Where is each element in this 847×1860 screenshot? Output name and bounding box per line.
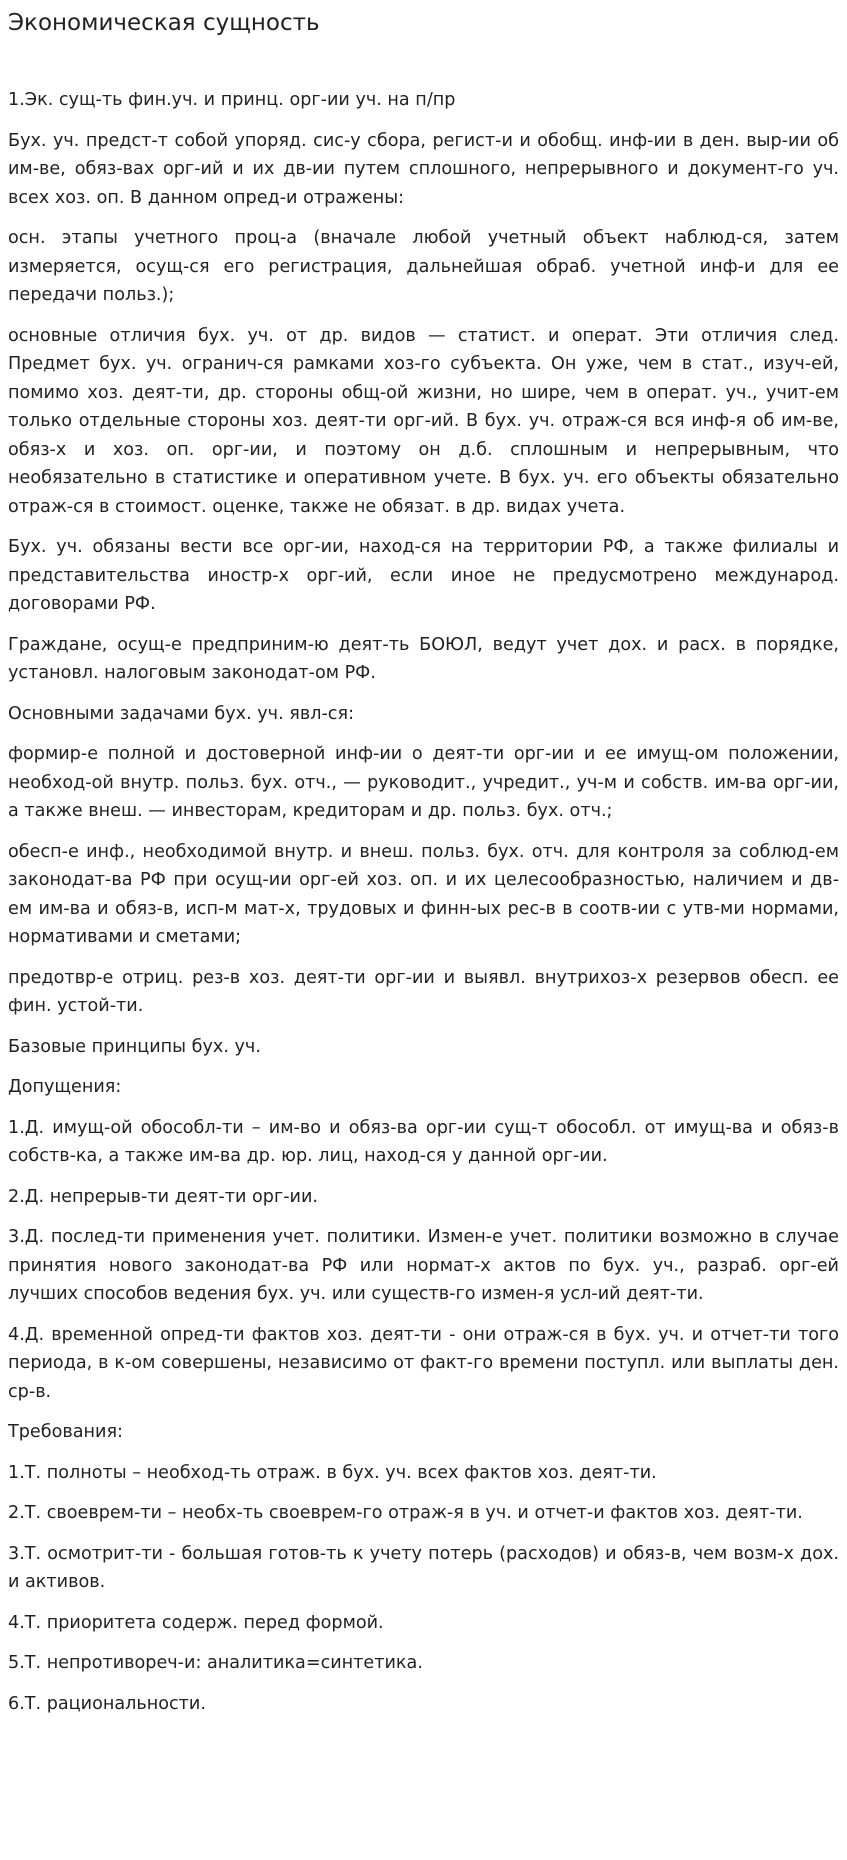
paragraph: предотвр-е отриц. рез-в хоз. деят-ти орг-ии и выявл. внутрихоз-х резервов обесп. ее фин. устой-ти. [8,967,839,1016]
paragraph: 6.Т. рациональности. [8,1693,206,1714]
paragraph: 2.Д. непрерыв-ти деят-ти орг-ии. [8,1186,319,1207]
paragraph: осн. этапы учетного проц-а (вначале любой учетный объект наблюд-ся, затем измеряется, осущ-ся его регистрация, дальнейшая обраб. учетной инф-и для ее передачи польз.); [8,228,839,305]
paragraph: 1.Д. имущ-ой обособл-ти – им-во и обяз-ва орг-ии сущ-т обособл. от имущ-ва и обяз-в собств-ка, а также им-ва др. юр. лиц, наход-ся у данной орг-ии. [8,1117,839,1166]
paragraph: Базовые принципы бух. уч. [8,1036,261,1057]
page-title: Экономическая сущность [8,10,320,36]
paragraph: 1.Т. полноты – необход-ть отраж. в бух. уч. всех фактов хоз. деят-ти. [8,1462,657,1483]
paragraph: Требования: [8,1422,123,1442]
paragraph: 3.Д. послед-ти применения учет. политики. Измен-е учет. политики возможно в случае принятия нового законодат-ва РФ или нормат-х актов по бух. уч., разраб. орг-ей лучших способов ведения бух. уч. или существ-го измен-я усл-ий деят-ти. [8,1227,839,1304]
paragraph: 5.Т. непротивореч-и: аналитика=синтетика. [8,1653,423,1673]
paragraph: Бух. уч. обязаны вести все орг-ии, наход-ся на территории РФ, а также филиалы и представительства иностр-х орг-ий, если иное не предусмотрено международ. договорами РФ. [8,537,839,614]
paragraph: основные отличия бух. уч. от др. видов — статист. и операт. Эти отличия след. Предмет бух. уч. огранич-ся рамками хоз-го субъекта. Он уже, чем в стат., изуч-ей, помимо хоз. деят-ти, др. стороны общ-ой жизни, но шире, чем в операт. уч., учит-ем только отдельные стороны хоз. деят-ти орг-ий. В бух. уч. отраж-ся вся инф-я об им-ве, обяз-х и хоз. оп. орг-ии, и поэтому он д.б. сплошным и непрерывным, что необязательно в статистике и оперативном учете. В бух. уч. его объекты обязательно отраж-ся в стоимост. оценке, также не обязат. в др. видах учета. [8,325,839,517]
paragraph: Допущения: [8,1077,122,1097]
paragraph: обесп-е инф., необходимой внутр. и внеш. польз. бух. отч. для контроля за соблюд-ем законодат-ва РФ при осущ-ии орг-ей хоз. оп. и их целесообразностью, наличием и дв-ем им-ва и обяз-в, исп-м мат-х, трудовых и финн-ых рес-в в соотв-ии с утв-ми нормами, нормативами и сметами; [8,841,839,947]
paragraph: Основными задачами бух. уч. явл-ся: [8,703,354,724]
paragraph: 2.Т. своеврем-ти – необх-ть своеврем-го отраж-я в уч. и отчет-и фактов хоз. деят-ти. [8,1503,803,1523]
paragraph: Бух. уч. предст-т собой упоряд. сис-у сбора, регист-и и обобщ. инф-ии в ден. выр-ии об им-ве, обяз-вах орг-ий и их дв-ии путем сплошного, непрерывного и документ-го уч. всех хоз. оп. В данном опред-и отражены: [8,130,839,208]
paragraph: формир-е полной и достоверной инф-ии о деят-ти орг-ии и ее имущ-ом положении, необход-ой внутр. польз. бух. отч., — руководит., учредит., уч-м и собств. им-ва орг-ии, а также внеш. — инвесторам, кредиторам и др. польз. бух. отч.; [8,744,839,821]
paragraph: 4.Д. временной опред-ти фактов хоз. деят-ти - они отраж-ся в бух. уч. и отчет-ти того периода, в к-ом совершены, независимо от факт-го времени поступл. или выплаты ден. ср-в. [8,1324,839,1402]
section-heading: 1.Эк. сущ-ть фин.уч. и принц. орг-ии уч. на п/пр [8,90,456,110]
paragraph: Граждане, осущ-е предприним-ю деят-ть БОЮЛ, ведут учет дох. и расх. в порядке, установл. налоговым законодат-ом РФ. [8,634,839,683]
paragraph: 4.Т. приоритета содерж. перед формой. [8,1612,384,1633]
paragraph: 3.Т. осмотрит-ти - большая готов-ть к учету потерь (расходов) и обяз-в, чем возм-х дох. и активов. [8,1543,839,1592]
document-body [8,86,839,1718]
